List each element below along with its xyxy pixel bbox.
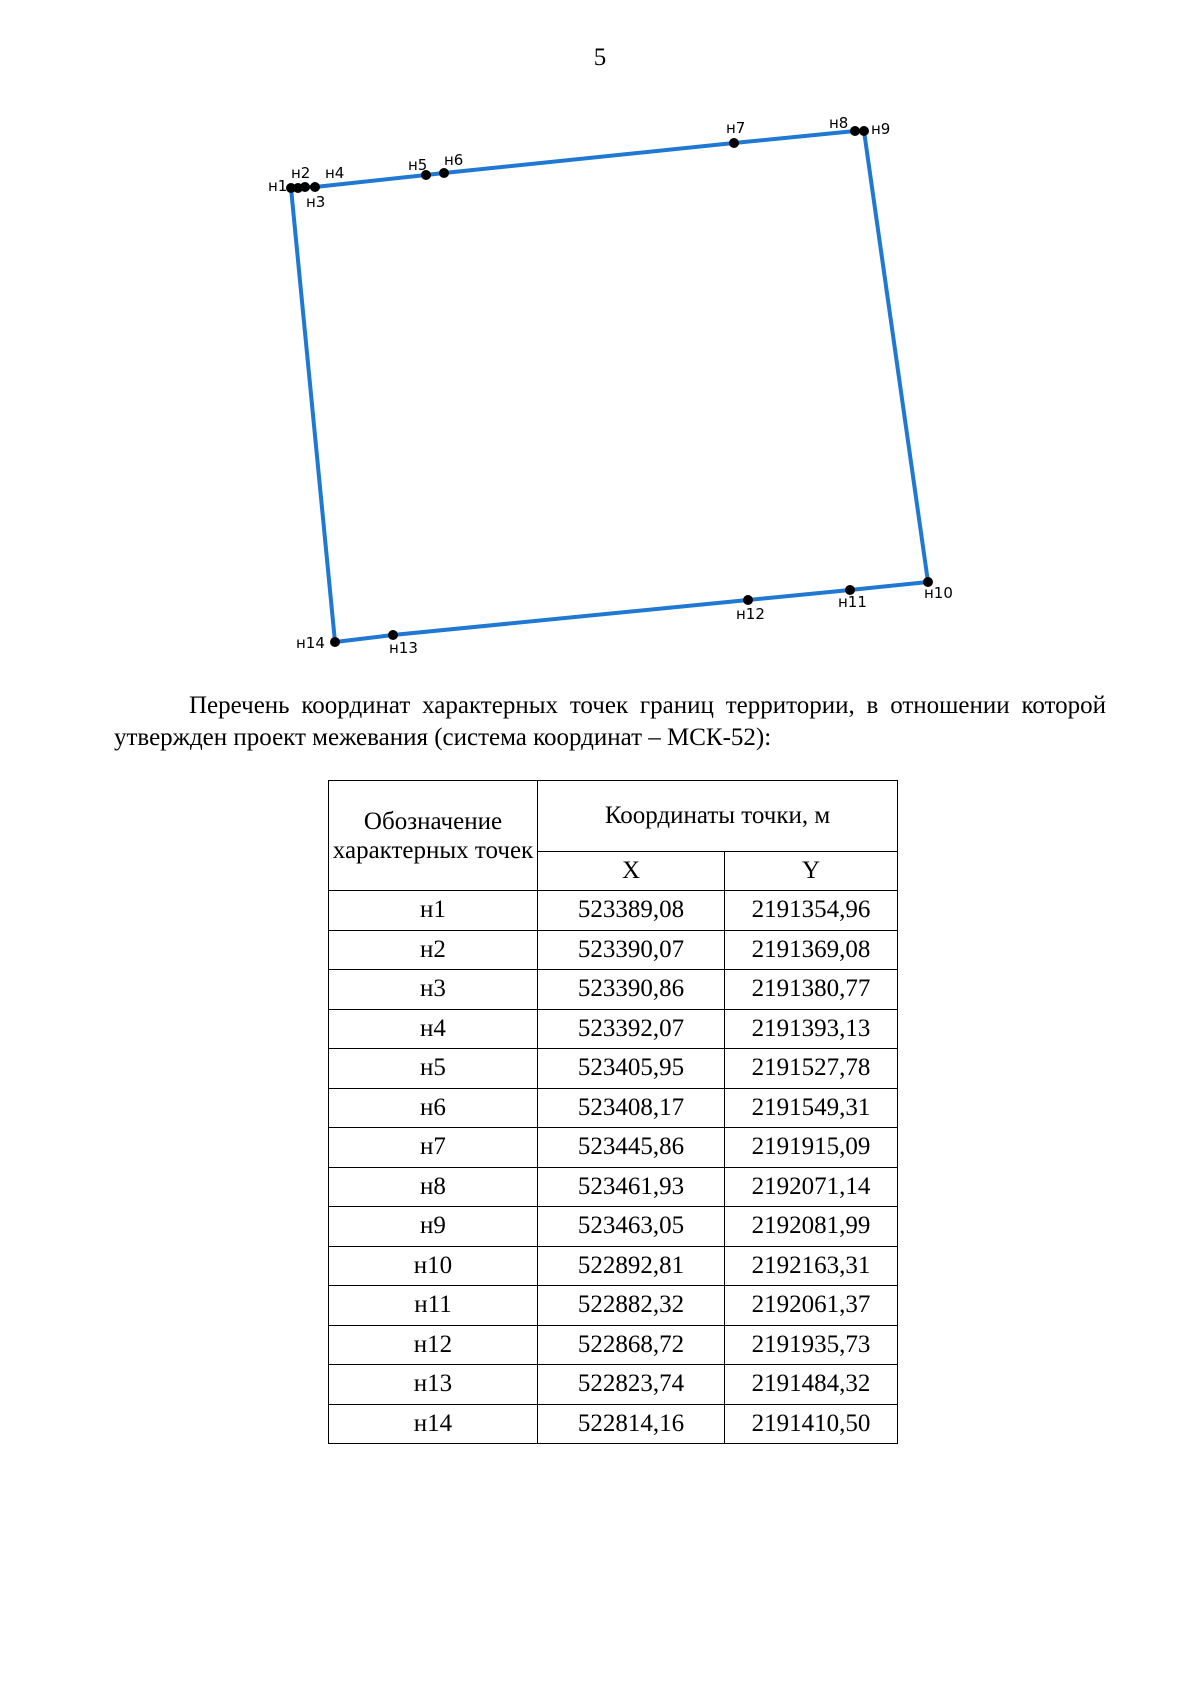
table-header-row bbox=[329, 781, 898, 852]
cell-point: н1 bbox=[329, 891, 538, 931]
cell-point: н13 bbox=[329, 1365, 538, 1405]
cell-x: 522814,16 bbox=[538, 1404, 725, 1444]
point-label-n14: н14 bbox=[296, 634, 325, 652]
point-marker-n8 bbox=[850, 126, 860, 136]
point-label-n13: н13 bbox=[389, 639, 418, 657]
boundary-plan bbox=[0, 0, 1200, 680]
point-label-n9: н9 bbox=[871, 120, 891, 138]
point-marker-n6 bbox=[439, 168, 449, 178]
cell-y: 2192061,37 bbox=[725, 1286, 898, 1326]
cell-x: 523445,86 bbox=[538, 1128, 725, 1168]
cell-x: 523389,08 bbox=[538, 891, 725, 931]
header-y: Y bbox=[725, 852, 898, 891]
page-number: 5 bbox=[593, 44, 607, 71]
table-row bbox=[329, 970, 898, 1010]
point-labels bbox=[268, 114, 953, 657]
cell-point: н6 bbox=[329, 1088, 538, 1128]
table-row bbox=[329, 1207, 898, 1247]
cell-point: н4 bbox=[329, 1009, 538, 1049]
header-coordinates: Координаты точки, м bbox=[538, 781, 898, 852]
cell-x: 523461,93 bbox=[538, 1167, 725, 1207]
cell-y: 2192071,14 bbox=[725, 1167, 898, 1207]
table-row bbox=[329, 1246, 898, 1286]
cell-y: 2191369,08 bbox=[725, 930, 898, 970]
point-label-n7: н7 bbox=[726, 119, 746, 137]
cell-y: 2191393,13 bbox=[725, 1009, 898, 1049]
point-label-n3: н3 bbox=[306, 193, 326, 211]
cell-x: 522892,81 bbox=[538, 1246, 725, 1286]
cell-y: 2191915,09 bbox=[725, 1128, 898, 1168]
point-marker-n9 bbox=[859, 126, 869, 136]
cell-x: 523405,95 bbox=[538, 1049, 725, 1089]
cell-point: н10 bbox=[329, 1246, 538, 1286]
cell-y: 2192163,31 bbox=[725, 1246, 898, 1286]
point-marker-n14 bbox=[330, 637, 340, 647]
point-marker-n7 bbox=[729, 138, 739, 148]
table-row bbox=[329, 1167, 898, 1207]
coordinates-table bbox=[328, 780, 898, 1444]
cell-y: 2191484,32 bbox=[725, 1365, 898, 1405]
table-row bbox=[329, 1088, 898, 1128]
point-marker-n3 bbox=[300, 182, 310, 192]
table-row bbox=[329, 930, 898, 970]
cell-x: 522868,72 bbox=[538, 1325, 725, 1365]
cell-x: 523390,86 bbox=[538, 970, 725, 1010]
table-row bbox=[329, 1049, 898, 1089]
cell-point: н3 bbox=[329, 970, 538, 1010]
table-row bbox=[329, 1404, 898, 1444]
point-label-n5: н5 bbox=[408, 156, 428, 174]
table-body bbox=[329, 891, 898, 1444]
cell-y: 2191380,77 bbox=[725, 970, 898, 1010]
point-label-n8: н8 bbox=[829, 114, 849, 132]
table-row bbox=[329, 1009, 898, 1049]
boundary-points bbox=[286, 126, 933, 647]
table-row bbox=[329, 891, 898, 931]
header-x: X bbox=[538, 852, 725, 891]
table-row bbox=[329, 1286, 898, 1326]
point-label-n2: н2 bbox=[291, 164, 311, 182]
cell-y: 2191354,96 bbox=[725, 891, 898, 931]
table-row bbox=[329, 1365, 898, 1405]
cell-x: 522882,32 bbox=[538, 1286, 725, 1326]
cell-y: 2191549,31 bbox=[725, 1088, 898, 1128]
point-label-n11: н11 bbox=[838, 593, 867, 611]
cell-x: 523463,05 bbox=[538, 1207, 725, 1247]
cell-x: 523390,07 bbox=[538, 930, 725, 970]
cell-point: н14 bbox=[329, 1404, 538, 1444]
cell-point: н2 bbox=[329, 930, 538, 970]
cell-point: н9 bbox=[329, 1207, 538, 1247]
cell-x: 522823,74 bbox=[538, 1365, 725, 1405]
point-label-n10: н10 bbox=[924, 584, 953, 602]
header-point-designation: Обозначение характерных точек bbox=[329, 781, 538, 891]
point-marker-n12 bbox=[743, 595, 753, 605]
table-row bbox=[329, 1128, 898, 1168]
cell-point: н5 bbox=[329, 1049, 538, 1089]
point-label-n6: н6 bbox=[444, 151, 464, 169]
cell-point: н12 bbox=[329, 1325, 538, 1365]
cell-y: 2191527,78 bbox=[725, 1049, 898, 1089]
point-label-n12: н12 bbox=[736, 605, 765, 623]
cell-point: н7 bbox=[329, 1128, 538, 1168]
point-label-n4: н4 bbox=[325, 164, 345, 182]
cell-y: 2192081,99 bbox=[725, 1207, 898, 1247]
table-row bbox=[329, 1325, 898, 1365]
point-label-n1: н1 bbox=[268, 177, 288, 195]
cell-x: 523408,17 bbox=[538, 1088, 725, 1128]
cell-y: 2191935,73 bbox=[725, 1325, 898, 1365]
cell-x: 523392,07 bbox=[538, 1009, 725, 1049]
cell-point: н11 bbox=[329, 1286, 538, 1326]
intro-paragraph: Перечень координат характерных точек границ территории, в отношении которой утвержден проект межевания (система координат – МСК-52): bbox=[114, 692, 1106, 751]
point-marker-n4 bbox=[310, 182, 320, 192]
cell-point: н8 bbox=[329, 1167, 538, 1207]
cell-y: 2191410,50 bbox=[725, 1404, 898, 1444]
boundary-polygon bbox=[291, 131, 928, 642]
